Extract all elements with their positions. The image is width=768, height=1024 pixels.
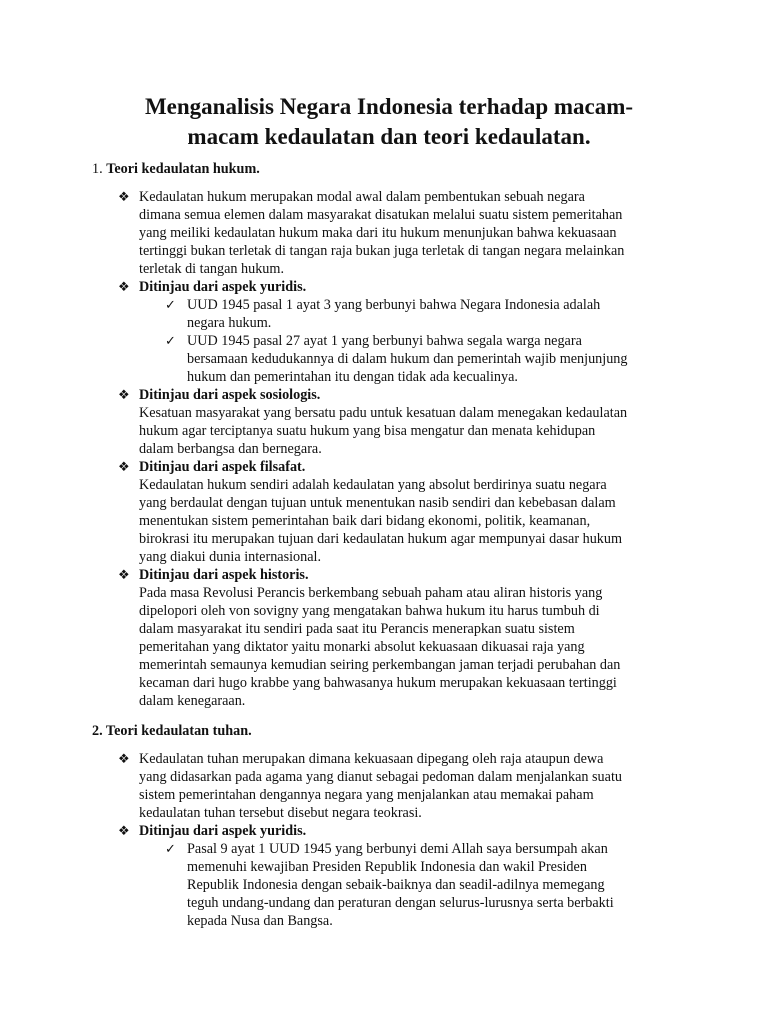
diamond-bullet-icon: ❖ xyxy=(118,823,130,838)
diamond-bullet-icon: ❖ xyxy=(118,459,130,474)
paragraph: Pada masa Revolusi Perancis berkembang sebuah paham atau aliran historis yang dipelopori oleh von sovigny yang mengatakan bahwa hukum itu harus tumbuh di dalam masyarakat itu sendiri pada saat itu Perancis menerapkan suatu sistem pemeritahan yang diktator yaitu monarki absolut kekuasaan dikuasai raja yang memerintah semaunya kemudian seiring perkembangan jaman terjadi perubahan dan kecaman dari hugo krabbe yang bahwasanya hukum merupakan kekuasaan tertinggi dalam kenegaraan. xyxy=(139,585,621,709)
section-number: 1. xyxy=(92,161,103,177)
checkmark-icon: ✓ xyxy=(165,841,176,856)
section-1-heading xyxy=(92,160,686,178)
checkmark-icon: ✓ xyxy=(165,297,176,312)
checkmark-icon: ✓ xyxy=(165,333,176,348)
bullet-item: ❖ Kedaulatan hukum merupakan modal awal dalam pembentukan sebuah negara dimana semua elemen dalam masyarakat disatukan melalui suatu sistem pemeritahan yang meiliki kedaulatan hukum maka dari itu hukum menunjukan bahwa kekuasaan tertinggi bukan terletak di tangan raja bukan juga terletak di tangan negara melainkan terletak di tangan hukum. xyxy=(118,189,625,277)
paragraph: Kesatuan masyarakat yang bersatu padu untuk kesatuan dalam menegakan kedaulatan hukum agar terciptanya suatu hukum yang bisa mengatur dan menata kehidupan dalam berbangsa dan bernegara. xyxy=(139,405,628,457)
bullet-item-filsafat: ❖ Ditinjau dari aspek filsafat. xyxy=(118,459,306,475)
bullet-item-historis: ❖ Ditinjau dari aspek historis. xyxy=(118,567,309,583)
bullet-item-sosiologis: ❖ Ditinjau dari aspek sosiologis. xyxy=(118,387,321,403)
paragraph: Kedaulatan hukum sendiri adalah kedaulatan yang absolut berdirinya suatu negara yang berdaulat dengan tujuan untuk menentukan nasib sendiri dan kebebasan dalam menentukan sistem pemerintahan baik dari bidang ekonomi, politik, keamanan, birokrasi itu merupakan tujuan dari kedaulatan hukum agar mempunyai dasar hukum yang diakui dunia internasional. xyxy=(139,477,623,565)
diamond-bullet-icon: ❖ xyxy=(118,279,130,294)
bullet-heading-yuridis: ❖ Ditinjau dari aspek yuridis. xyxy=(118,279,307,295)
document-title xyxy=(92,92,686,152)
bullet-item: ❖ Kedaulatan tuhan merupakan dimana kekuasaan dipegang oleh raja ataupun dewa yang didasarkan pada agama yang dianut sebagai pedoman dalam menjalankan suatu sistem pemerintahan dengannya negara yang menjalankan atau memakai paham kedaulatan tuhan tersebut disebut negara teokrasi. xyxy=(118,751,622,821)
diamond-bullet-icon: ❖ xyxy=(118,567,130,582)
title-line: Menganalisis Negara Indonesia terhadap macam- xyxy=(144,94,634,119)
title-line: macam kedaulatan dan teori kedaulatan. xyxy=(187,124,591,149)
diamond-bullet-icon: ❖ xyxy=(118,189,130,204)
diamond-bullet-icon: ❖ xyxy=(118,387,130,402)
check-item: ✓ Pasal 9 ayat 1 UUD 1945 yang berbunyi demi Allah saya bersumpah akan memenuhi kewajiban Presiden Republik Indonesia dan wakil Presiden Republik Indonesia dengan sebaik-baiknya dan seadil-adilnya memegang teguh undang-undang dan peraturan dengan selurus-lurusnya serta berbakti kepada Nusa dan Bangsa. xyxy=(165,841,614,929)
check-item: ✓ UUD 1945 pasal 1 ayat 3 yang berbunyi bahwa Negara Indonesia adalah negara hukum. xyxy=(165,297,601,331)
section-title: Teori kedaulatan hukum. xyxy=(106,161,260,177)
check-item: ✓ UUD 1945 pasal 27 ayat 1 yang berbunyi bahwa segala warga negara bersamaan kedudukannya di dalam hukum dan pemerintah wajib menjunjung hukum dan pemerintahan itu dengan tidak ada kecualinya. xyxy=(165,333,628,385)
bullet-heading-yuridis: ❖ Ditinjau dari aspek yuridis. xyxy=(118,823,307,839)
section-2-heading: 2. Teori kedaulatan tuhan. xyxy=(92,723,252,739)
diamond-bullet-icon: ❖ xyxy=(118,751,130,766)
